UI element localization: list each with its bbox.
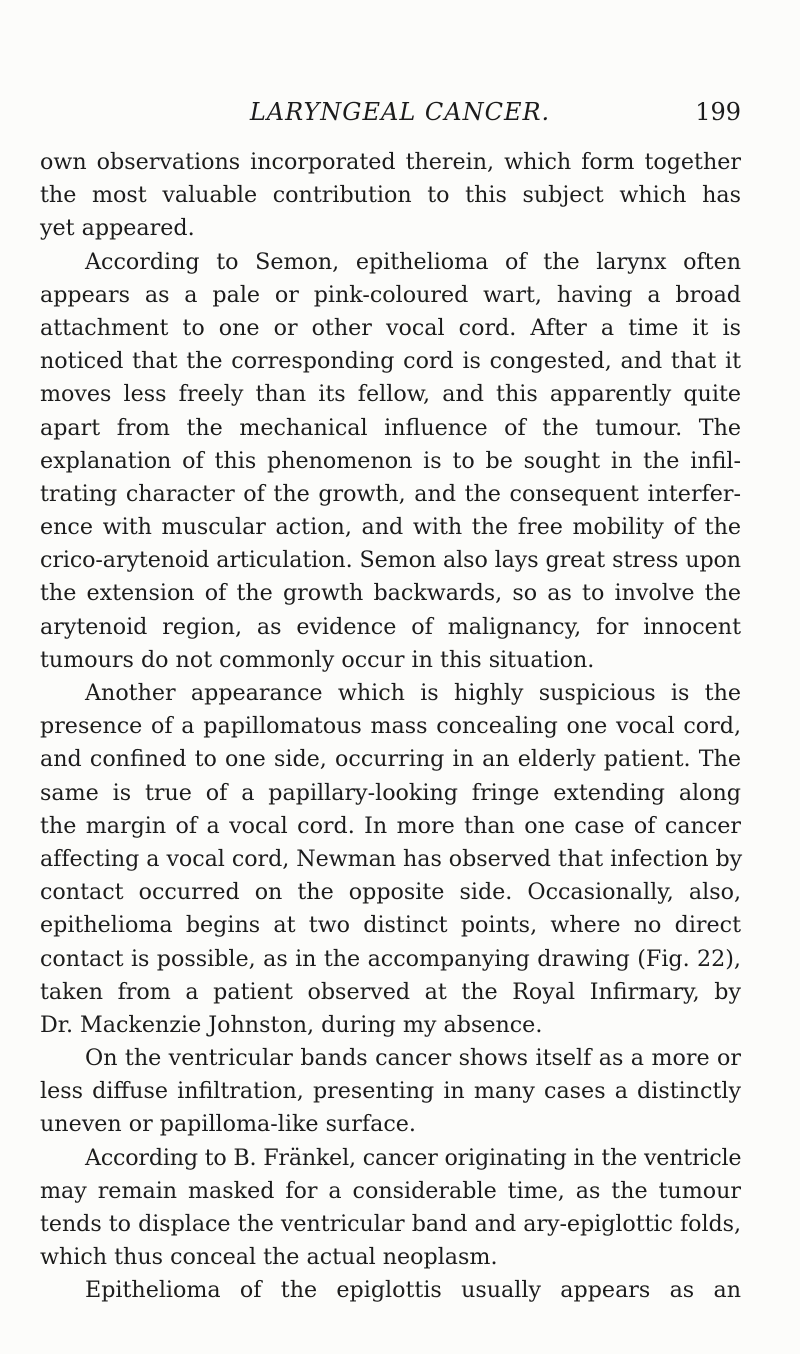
text-line: tumours do not commonly occur in this situation. <box>40 646 595 673</box>
text-line: crico-arytenoid articulation. Semon also lays great stress upon <box>40 547 741 574</box>
text-line: tends to displace the ventricular band and ary-epiglottic folds, <box>40 1211 741 1237</box>
text-line: According to B. Fränkel, cancer originating in the ventricle <box>85 1144 742 1171</box>
text-line: Epithelioma of the epiglottis usually appears as an <box>85 1277 741 1304</box>
text-line: ence with muscular action, and with the free mobility of the <box>40 514 741 541</box>
running-head <box>0 92 800 132</box>
text-line: the extension of the growth backwards, so as to involve the <box>40 580 741 607</box>
text-line: trating character of the growth, and the consequent interfer- <box>40 480 741 507</box>
text-line: Another appearance which is highly suspicious is the <box>85 680 741 706</box>
text-line: which thus conceal the actual neoplasm. <box>40 1244 498 1271</box>
page-number: 199 <box>695 98 741 126</box>
text-line: Dr. Mackenzie Johnston, during my absence. <box>40 1011 543 1038</box>
text-line: explanation of this phenomenon is to be sought in the infil- <box>40 447 741 474</box>
text-line: epithelioma begins at two distinct points, where no direct <box>40 912 741 939</box>
text-line: affecting a vocal cord, Newman has observed that infection by <box>40 845 743 872</box>
running-title: LARYNGEAL CANCER. <box>249 98 551 126</box>
text-line: less diffuse infiltration, presenting in many cases a distinctly <box>40 1078 741 1105</box>
text-line: contact occurred on the opposite side. Occasionally, also, <box>40 879 741 906</box>
text-line: may remain masked for a considerable time, as the tumour <box>40 1177 741 1204</box>
text-line: attachment to one or other vocal cord. After a time it is <box>40 314 741 341</box>
text-line: According to Semon, epithelioma of the larynx often <box>85 248 741 275</box>
text-line: apart from the mechanical influence of the tumour. The <box>40 414 741 441</box>
text-line: the most valuable contribution to this subject which has <box>40 182 741 209</box>
text-line: uneven or papilloma-like surface. <box>40 1111 416 1138</box>
text-line: moves less freely than its fellow, and this apparently quite <box>40 381 741 408</box>
text-line: own observations incorporated therein, which form together <box>40 149 741 175</box>
text-line: arytenoid region, as evidence of malignancy, for innocent <box>40 613 741 640</box>
text-line: taken from a patient observed at the Royal Infirmary, by <box>40 978 741 1005</box>
text-line: and confined to one side, occurring in an elderly patient. The <box>40 746 741 773</box>
text-line: yet appeared. <box>40 215 195 242</box>
text-line: On the ventricular bands cancer shows itself as a more or <box>85 1045 741 1072</box>
text-line: presence of a papillomatous mass concealing one vocal cord, <box>40 713 741 740</box>
body-text <box>40 146 741 1308</box>
text-line: same is true of a papillary-looking fringe extending along <box>40 779 741 806</box>
text-line: noticed that the corresponding cord is congested, and that it <box>40 348 741 375</box>
text-line: the margin of a vocal cord. In more than one case of cancer <box>40 812 741 839</box>
text-line: appears as a pale or pink-coloured wart, having a broad <box>40 281 741 308</box>
text-line: contact is possible, as in the accompanying drawing (Fig. 22), <box>40 945 741 972</box>
